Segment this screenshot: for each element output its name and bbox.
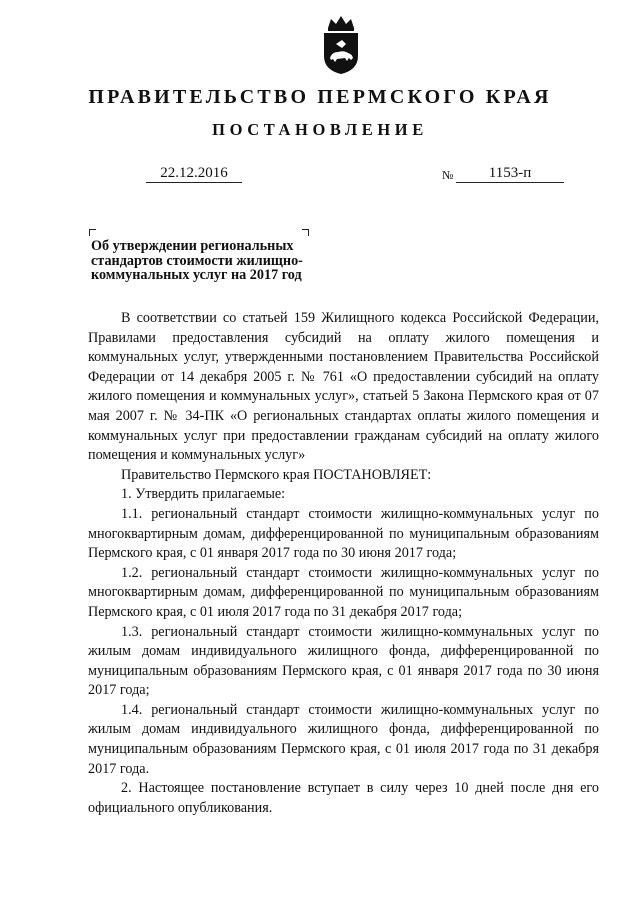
item-2-paragraph: 2. Настоящее постановление вступает в силу через 10 дней после дня его официального опубликования.	[88, 780, 599, 816]
document-body	[88, 309, 599, 818]
resolution-paragraph: Правительство Пермского края ПОСТАНОВЛЯЕТ:	[121, 466, 432, 483]
preamble-paragraph: В соответствии со статьей 159 Жилищного кодекса Российской Федерации, Правилами предоставления субсидий на оплату жилого помещения и коммунальных услуг, утвержденными постановлением Правительства Российской Федерации от 14 декабря 2005 г. № 761 «О предоставлении субсидий на оплату жилого помещения и коммунальных услуг», статьей 5 Закона Пермского края от 07 мая 2007 г. № 34-ПК «О региональных стандартах оплаты жилого помещения и коммунальных услуг при предоставлении гражданам субсидий на оплату жилого помещения и коммунальных услуг»	[88, 310, 599, 464]
government-title: ПРАВИТЕЛЬСТВО ПЕРМСКОГО КРАЯ	[88, 86, 552, 108]
document-date: 22.12.2016	[146, 164, 242, 183]
subject-corner-left	[89, 229, 96, 236]
item-1-1-paragraph: 1.1. региональный стандарт стоимости жилищно-коммунальных услуг по многоквартирным домам, дифференцированной по муниципальным образованиям Пермского края, с 01 января 2017 года по 30 июня 2017 года;	[88, 505, 599, 562]
coat-of-arms-icon	[318, 14, 364, 76]
document-type-title: ПОСТАНОВЛЕНИЕ	[212, 120, 428, 139]
document-subject: Об утверждении региональных стандартов стоимости жилищно-коммунальных услуг на 2017 год	[91, 238, 303, 283]
item-1-3-paragraph: 1.3. региональный стандарт стоимости жилищно-коммунальных услуг по жилым домам индивидуального жилищного фонда, дифференцированной по муниципальным образованиям Пермского края, с 01 января 2017 года по 30 июня 2017 года;	[88, 623, 599, 699]
document-number: 1153-п	[456, 164, 564, 183]
number-sign: №	[442, 168, 454, 182]
item-1-4-paragraph: 1.4. региональный стандарт стоимости жилищно-коммунальных услуг по жилым домам индивидуального жилищного фонда, дифференцированной по муниципальным образованиям Пермского края, с 01 июля 2017 года по 31 декабря 2017 года.	[88, 701, 599, 777]
item-1-paragraph: 1. Утвердить прилагаемые:	[121, 486, 286, 503]
item-1-2-paragraph: 1.2. региональный стандарт стоимости жилищно-коммунальных услуг по многоквартирным домам, дифференцированной по муниципальным образованиям Пермского края, с 01 июля 2017 года по 31 декабря 2017 года;	[88, 564, 599, 620]
subject-corner-right	[302, 229, 309, 236]
